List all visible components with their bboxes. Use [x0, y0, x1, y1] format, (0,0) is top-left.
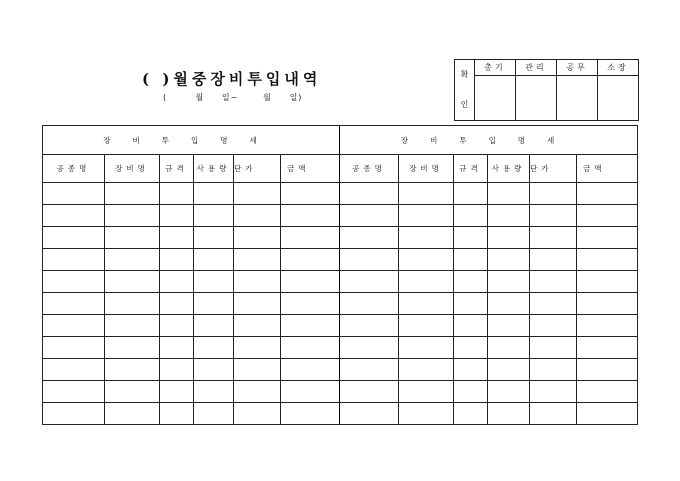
- table-row: [43, 359, 638, 381]
- table-cell[interactable]: [577, 249, 638, 271]
- table-cell[interactable]: [399, 205, 454, 227]
- table-cell[interactable]: [577, 337, 638, 359]
- table-cell[interactable]: [105, 337, 160, 359]
- table-cell[interactable]: [488, 337, 530, 359]
- column-header: 규격: [160, 155, 194, 183]
- table-cell[interactable]: [488, 403, 530, 425]
- table-cell[interactable]: [454, 183, 488, 205]
- table-cell[interactable]: [160, 315, 194, 337]
- table-cell[interactable]: [105, 359, 160, 381]
- table-cell[interactable]: [194, 381, 234, 403]
- table-cell[interactable]: [281, 403, 340, 425]
- column-header: 공종명: [340, 155, 399, 183]
- table-cell[interactable]: [43, 359, 105, 381]
- table-cell[interactable]: [530, 403, 577, 425]
- table-cell[interactable]: [488, 293, 530, 315]
- column-header: 장비명: [105, 155, 160, 183]
- table-cell[interactable]: [399, 271, 454, 293]
- table-cell[interactable]: [281, 183, 340, 205]
- table-cell[interactable]: [234, 271, 281, 293]
- table-cell[interactable]: [194, 249, 234, 271]
- table-cell[interactable]: [281, 249, 340, 271]
- table-cell[interactable]: [160, 337, 194, 359]
- table-cell[interactable]: [194, 359, 234, 381]
- table-cell[interactable]: [43, 271, 105, 293]
- table-cell[interactable]: [577, 381, 638, 403]
- table-cell[interactable]: [194, 183, 234, 205]
- table-cell[interactable]: [194, 403, 234, 425]
- date-range: ( 월 일~ 월 일): [163, 93, 303, 102]
- table-cell[interactable]: [234, 359, 281, 381]
- table-cell[interactable]: [43, 315, 105, 337]
- table-cell[interactable]: [488, 271, 530, 293]
- table-cell[interactable]: [281, 271, 340, 293]
- table-cell[interactable]: [160, 183, 194, 205]
- table-cell[interactable]: [530, 227, 577, 249]
- column-header: 사용량: [488, 155, 530, 183]
- table-cell[interactable]: [105, 403, 160, 425]
- table-row: [43, 227, 638, 249]
- table-cell[interactable]: [530, 249, 577, 271]
- table-cell[interactable]: [488, 381, 530, 403]
- table-cell[interactable]: [530, 205, 577, 227]
- table-cell[interactable]: [454, 205, 488, 227]
- table-cell[interactable]: [281, 381, 340, 403]
- table-cell[interactable]: [399, 381, 454, 403]
- table-cell[interactable]: [281, 359, 340, 381]
- table-cell[interactable]: [454, 227, 488, 249]
- table-row: [43, 249, 638, 271]
- table-cell[interactable]: [454, 315, 488, 337]
- table-cell[interactable]: [105, 205, 160, 227]
- table-cell[interactable]: [399, 403, 454, 425]
- table-cell[interactable]: [530, 293, 577, 315]
- table-cell[interactable]: [194, 271, 234, 293]
- table-cell[interactable]: [530, 337, 577, 359]
- column-header: 공종명: [43, 155, 105, 183]
- approval-sign-cell[interactable]: [557, 76, 598, 121]
- table-cell[interactable]: [160, 403, 194, 425]
- table-cell[interactable]: [454, 271, 488, 293]
- approval-sign-cell[interactable]: [475, 76, 516, 121]
- table-cell[interactable]: [340, 293, 399, 315]
- approval-header: 관리: [516, 60, 557, 76]
- column-header: 규격: [454, 155, 488, 183]
- table-cell[interactable]: [488, 249, 530, 271]
- table-cell[interactable]: [399, 183, 454, 205]
- table-row: [43, 271, 638, 293]
- table-row: [43, 403, 638, 425]
- table-cell[interactable]: [160, 249, 194, 271]
- table-cell[interactable]: [454, 337, 488, 359]
- approval-sign-cell[interactable]: [598, 76, 639, 121]
- table-cell[interactable]: [194, 227, 234, 249]
- table-cell[interactable]: [43, 337, 105, 359]
- table-cell[interactable]: [340, 315, 399, 337]
- table-cell[interactable]: [194, 205, 234, 227]
- table-cell[interactable]: [488, 205, 530, 227]
- table-cell[interactable]: [454, 403, 488, 425]
- table-cell[interactable]: [234, 249, 281, 271]
- table-cell[interactable]: [160, 205, 194, 227]
- approval-header: 총기: [475, 60, 516, 76]
- table-cell[interactable]: [160, 227, 194, 249]
- table-cell[interactable]: [234, 205, 281, 227]
- table-cell[interactable]: [399, 227, 454, 249]
- table-cell[interactable]: [43, 403, 105, 425]
- column-header: 단가: [530, 155, 577, 183]
- table-cell[interactable]: [43, 183, 105, 205]
- table-cell[interactable]: [160, 359, 194, 381]
- table-cell[interactable]: [399, 359, 454, 381]
- approval-box: [454, 59, 639, 121]
- table-cell[interactable]: [43, 293, 105, 315]
- table-cell[interactable]: [340, 403, 399, 425]
- approval-header: 소장: [598, 60, 639, 76]
- table-cell[interactable]: [577, 359, 638, 381]
- table-cell[interactable]: [340, 183, 399, 205]
- table-cell[interactable]: [454, 359, 488, 381]
- table-cell[interactable]: [488, 183, 530, 205]
- table-cell[interactable]: [234, 337, 281, 359]
- table-cell[interactable]: [194, 315, 234, 337]
- table-cell[interactable]: [234, 227, 281, 249]
- table-cell[interactable]: [281, 315, 340, 337]
- table-cell[interactable]: [160, 293, 194, 315]
- table-cell[interactable]: [488, 359, 530, 381]
- table-cell[interactable]: [105, 271, 160, 293]
- table-cell[interactable]: [105, 183, 160, 205]
- table-cell[interactable]: [530, 315, 577, 337]
- approval-label: 확 인: [455, 60, 475, 121]
- table-row: [43, 183, 638, 205]
- table-cell[interactable]: [577, 271, 638, 293]
- table-row: [43, 315, 638, 337]
- table-cell[interactable]: [488, 315, 530, 337]
- table-cell[interactable]: [234, 381, 281, 403]
- table-cell[interactable]: [340, 381, 399, 403]
- table-cell[interactable]: [43, 205, 105, 227]
- table-row: [43, 381, 638, 403]
- table-cell[interactable]: [340, 249, 399, 271]
- table-cell[interactable]: [399, 315, 454, 337]
- table-cell[interactable]: [194, 293, 234, 315]
- column-header: 사용량: [194, 155, 234, 183]
- table-cell[interactable]: [105, 315, 160, 337]
- table-cell[interactable]: [281, 227, 340, 249]
- table-cell[interactable]: [530, 381, 577, 403]
- table-cell[interactable]: [105, 227, 160, 249]
- table-cell[interactable]: [399, 249, 454, 271]
- table-row: [43, 205, 638, 227]
- table-cell[interactable]: [234, 183, 281, 205]
- approval-sign-cell[interactable]: [516, 76, 557, 121]
- column-header: 장비명: [399, 155, 454, 183]
- table-cell[interactable]: [340, 227, 399, 249]
- table-cell[interactable]: [234, 293, 281, 315]
- column-header: 금액: [577, 155, 638, 183]
- table-cell[interactable]: [105, 249, 160, 271]
- table-cell[interactable]: [577, 227, 638, 249]
- table-cell[interactable]: [577, 205, 638, 227]
- group-header-right: 장비투입명세: [340, 126, 638, 155]
- column-header: 금액: [281, 155, 340, 183]
- table-cell[interactable]: [530, 271, 577, 293]
- table-row: [43, 293, 638, 315]
- table-cell[interactable]: [43, 249, 105, 271]
- table-cell[interactable]: [577, 403, 638, 425]
- table-cell[interactable]: [399, 293, 454, 315]
- table-cell[interactable]: [454, 293, 488, 315]
- table-cell[interactable]: [530, 359, 577, 381]
- column-header: 단가: [234, 155, 281, 183]
- table-cell[interactable]: [577, 183, 638, 205]
- table-cell[interactable]: [340, 205, 399, 227]
- table-cell[interactable]: [281, 337, 340, 359]
- table-cell[interactable]: [234, 403, 281, 425]
- table-cell[interactable]: [340, 271, 399, 293]
- table-cell[interactable]: [105, 293, 160, 315]
- table-cell[interactable]: [530, 183, 577, 205]
- table-cell[interactable]: [454, 381, 488, 403]
- equipment-table: [42, 125, 638, 425]
- table-cell[interactable]: [577, 293, 638, 315]
- table-cell[interactable]: [43, 227, 105, 249]
- table-cell[interactable]: [105, 381, 160, 403]
- table-cell[interactable]: [194, 337, 234, 359]
- table-cell[interactable]: [488, 227, 530, 249]
- table-cell[interactable]: [281, 293, 340, 315]
- table-cell[interactable]: [577, 315, 638, 337]
- table-row: [43, 337, 638, 359]
- table-cell[interactable]: [340, 359, 399, 381]
- table-cell[interactable]: [340, 337, 399, 359]
- table-cell[interactable]: [454, 249, 488, 271]
- page-title: ( )월중장비투입내역: [142, 70, 322, 88]
- group-header-left: 장비투입명세: [43, 126, 340, 155]
- table-cell[interactable]: [399, 337, 454, 359]
- table-cell[interactable]: [234, 315, 281, 337]
- table-cell[interactable]: [43, 381, 105, 403]
- table-cell[interactable]: [160, 381, 194, 403]
- table-cell[interactable]: [281, 205, 340, 227]
- table-cell[interactable]: [160, 271, 194, 293]
- approval-header: 공무: [557, 60, 598, 76]
